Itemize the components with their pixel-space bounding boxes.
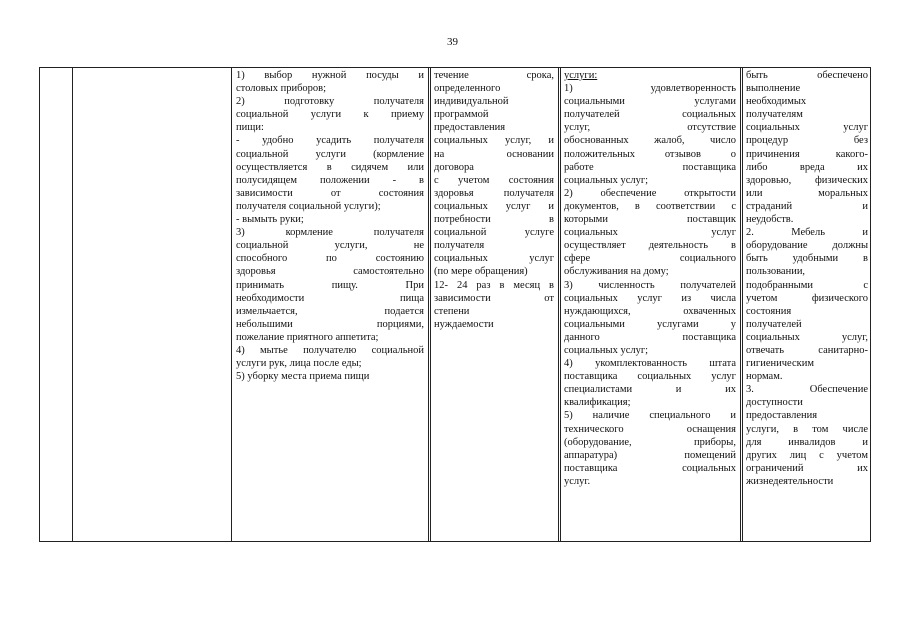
- text-line: услуг, отсутствие: [564, 122, 736, 134]
- column-divider: [740, 68, 741, 541]
- text-line: процедур без: [746, 135, 868, 147]
- text-line: нуждаемости: [434, 318, 494, 330]
- text-line: 4) укомплектованность штата: [564, 358, 736, 370]
- text-line: принимать пищу. При: [236, 279, 424, 291]
- text-line: потребности в: [434, 214, 554, 226]
- text-line: услуги рук, лица после еды;: [236, 358, 362, 370]
- text-line: столовых приборов;: [236, 83, 327, 95]
- column-divider: [72, 68, 73, 541]
- text-line: квалификация;: [564, 397, 631, 409]
- column-divider: [558, 68, 559, 541]
- text-line: (оборудование, приборы,: [564, 436, 736, 448]
- text-line: осуществляет деятельность в: [564, 240, 736, 252]
- text-line: 1) выбор нужной посуды и: [236, 70, 424, 81]
- text-line: ограничений их: [746, 462, 868, 474]
- text-line: социальных услуг, и: [434, 135, 554, 147]
- text-line: социальными услугами: [564, 96, 736, 108]
- text-line: 5) наличие специального и: [564, 410, 736, 422]
- text-line: работе поставщика: [564, 161, 736, 173]
- text-line: необходимости пища: [236, 292, 424, 304]
- text-line: получателям: [746, 109, 803, 121]
- text-line: пожелание приятного аппетита;: [236, 331, 379, 343]
- text-line: договора: [434, 161, 474, 173]
- text-line: зависимости от: [434, 292, 554, 304]
- text-line: подобранными с: [746, 279, 868, 291]
- text-line: 4) мытье получателю социальной: [236, 344, 424, 356]
- text-line: или моральных: [746, 187, 868, 199]
- text-line: предоставления: [434, 122, 506, 134]
- text-line: причинения какого-: [746, 148, 868, 160]
- text-line: услуги:: [564, 70, 598, 81]
- text-line: которыми поставщик: [564, 214, 736, 226]
- text-line: оборудование должны: [746, 240, 868, 252]
- text-line: необходимых: [746, 96, 807, 108]
- column-divider: [428, 68, 429, 541]
- page-number: 39: [447, 36, 458, 48]
- text-line: получателей: [746, 318, 802, 330]
- column-divider: [560, 68, 561, 541]
- text-line: доступности: [746, 397, 803, 409]
- services-table: [39, 67, 871, 542]
- text-line: программой: [434, 109, 489, 121]
- text-line: выполнение: [746, 83, 801, 95]
- text-line: обоснованных жалоб, число: [564, 135, 736, 147]
- text-line: специалистами и их: [564, 384, 736, 396]
- text-line: здоровья самостоятельно: [236, 266, 424, 278]
- text-line: услуги, в том числе: [746, 423, 868, 435]
- text-line: технического оснащения: [564, 423, 736, 435]
- text-line: для инвалидов и: [746, 436, 868, 448]
- text-line: определенного: [434, 83, 501, 95]
- text-line: социальных услуг: [434, 253, 554, 265]
- text-line: (по мере обращения): [434, 266, 528, 278]
- cell-service-terms: [434, 68, 554, 541]
- text-line: социальными услугами у: [564, 318, 736, 330]
- text-line: аппаратура) помещений: [564, 449, 736, 461]
- text-line: социальных услуг;: [564, 174, 649, 186]
- text-line: отвечать санитарно-: [746, 344, 868, 356]
- text-line: получателя социальной услуги);: [236, 200, 381, 212]
- text-line: социальной услуги (кормление: [236, 148, 424, 160]
- text-line: быть удобными в: [746, 253, 868, 265]
- text-line: пищи:: [236, 122, 264, 134]
- text-line: социальных услуг: [746, 122, 868, 134]
- text-line: пользовании,: [746, 266, 806, 278]
- text-line: состояния: [746, 305, 792, 317]
- text-line: 3. Обеспечение: [746, 384, 868, 396]
- cell-service-content: [236, 68, 424, 541]
- text-line: предоставления: [746, 410, 818, 422]
- text-line: получателя: [434, 240, 485, 252]
- text-line: 2. Мебель и: [746, 227, 868, 239]
- text-line: зависимости от состояния: [236, 187, 424, 199]
- text-line: здоровью, физических: [746, 174, 868, 186]
- text-line: социальной услуги, не: [236, 240, 424, 252]
- text-line: - удобно усадить получателя: [236, 135, 424, 147]
- text-line: социальных услуг и: [434, 200, 554, 212]
- text-line: нуждающихся, охваченных: [564, 305, 736, 317]
- text-line: 2) подготовку получателя: [236, 96, 424, 108]
- text-line: на основании: [434, 148, 554, 160]
- text-line: здоровья получателя: [434, 187, 554, 199]
- text-line: данного поставщика: [564, 331, 736, 343]
- text-line: жизнедеятельности: [746, 475, 834, 487]
- text-line: сфере социального: [564, 253, 736, 265]
- text-line: поставщика социальных услуг: [564, 371, 736, 383]
- text-line: измельчается, подается: [236, 305, 424, 317]
- text-line: документов, в соответствии с: [564, 200, 736, 212]
- text-line: степени: [434, 305, 470, 317]
- text-line: социальных услуг,: [746, 331, 868, 343]
- cell-quality-indicators: [564, 68, 736, 541]
- text-line: поставщика социальных: [564, 462, 736, 474]
- text-line: либо вреда их: [746, 161, 868, 173]
- text-line: течение срока,: [434, 70, 554, 81]
- text-line: 12- 24 раз в месяц в: [434, 279, 554, 291]
- text-line: гигиеническим: [746, 358, 814, 370]
- column-divider: [231, 68, 232, 541]
- text-line: других лиц с учетом: [746, 449, 868, 461]
- column-divider: [742, 68, 743, 541]
- text-line: обслуживания на дому;: [564, 266, 669, 278]
- text-line: услуг.: [564, 475, 591, 487]
- text-line: положительных отзывов о: [564, 148, 736, 160]
- text-line: - вымыть руки;: [236, 214, 304, 226]
- text-line: социальной услуги к приему: [236, 109, 424, 121]
- text-line: получателей социальных: [564, 109, 736, 121]
- text-line: быть обеспечено: [746, 70, 868, 81]
- text-line: 3) кормление получателя: [236, 227, 424, 239]
- text-line: социальных услуг: [564, 227, 736, 239]
- text-line: индивидуальной: [434, 96, 509, 108]
- text-line: с учетом состояния: [434, 174, 554, 186]
- text-line: социальных услуг из числа: [564, 292, 736, 304]
- text-line: способного по состоянию: [236, 253, 424, 265]
- text-line: небольшими порциями,: [236, 318, 424, 330]
- column-divider: [430, 68, 431, 541]
- text-line: нормам.: [746, 371, 783, 383]
- text-line: 2) обеспечение открытости: [564, 187, 736, 199]
- text-line: 1) удовлетворенность: [564, 83, 736, 95]
- text-line: неудобств.: [746, 214, 794, 226]
- cell-service-conditions: [746, 68, 868, 541]
- text-line: осуществляется в сидячем или: [236, 161, 424, 173]
- text-line: социальных услуг;: [564, 344, 649, 356]
- text-line: социальной услуге: [434, 227, 554, 239]
- text-line: страданий и: [746, 200, 868, 212]
- text-line: 3) численность получателей: [564, 279, 736, 291]
- text-line: 5) уборку места приема пищи: [236, 371, 370, 383]
- text-line: полусидящем положении - в: [236, 174, 424, 186]
- text-line: учетом физического: [746, 292, 868, 304]
